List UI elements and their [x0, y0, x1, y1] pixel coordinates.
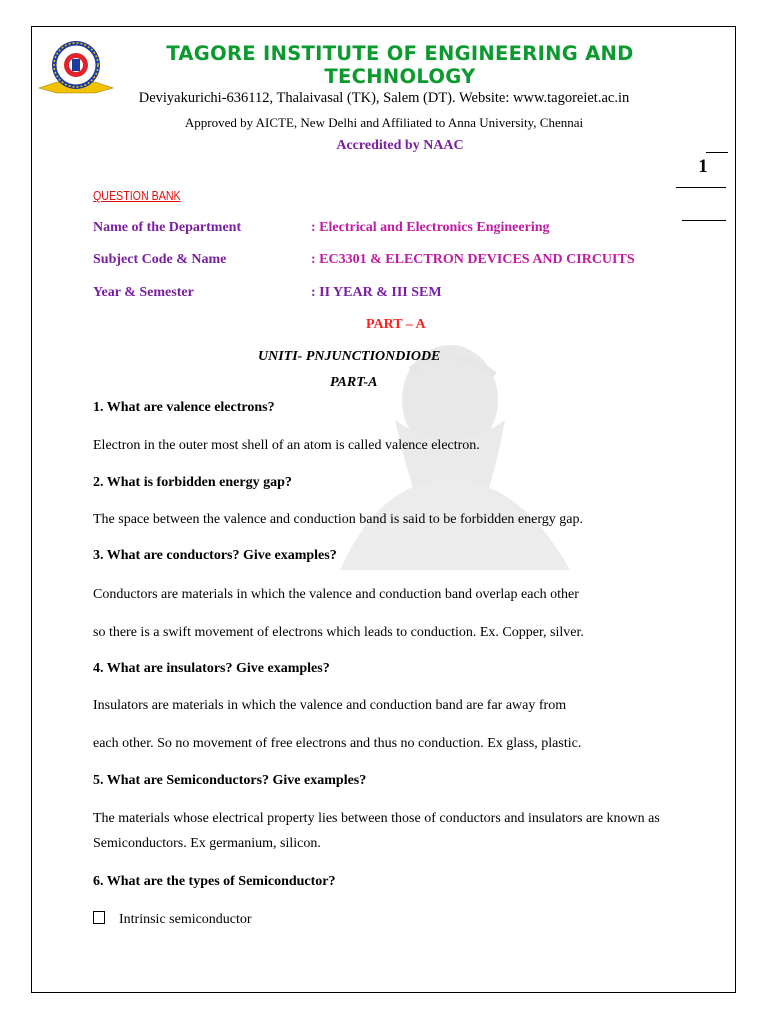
rule-middle	[676, 187, 726, 188]
rule-top	[706, 152, 728, 153]
department-label: Name of the Department	[93, 220, 242, 235]
department-value: : Electrical and Electronics Engineering	[311, 220, 550, 235]
question-4: 4. What are insulators? Give examples?	[93, 661, 330, 676]
year-value: : II YEAR & III SEM	[311, 285, 442, 300]
year-label: Year & Semester	[93, 285, 194, 300]
answer-5-text: The materials whose electrical property lies between those of conductors and insulators are known as Semiconductors. Ex germanium, silicon.	[93, 811, 660, 851]
unit-heading: UNITI- PNJUNCTIONDIODE	[258, 349, 441, 364]
bullet-item	[93, 911, 252, 928]
institute-address: Deviyakurichi-636112, Thalaivasal (TK), Salem (DT). Website: www.tagoreiet.ac.in	[138, 90, 630, 106]
part-heading: PART – A	[366, 317, 426, 332]
answer-3-line-2: so there is a swift movement of electrons which leads to conduction. Ex. Copper, silver.	[93, 625, 584, 640]
approval-note: Approved by AICTE, New Delhi and Affiliated to Anna University, Chennai	[184, 115, 584, 130]
answer-1-line-1: Electron in the outer most shell of an atom is called valence electron.	[93, 438, 480, 453]
question-2: 2. What is forbidden energy gap?	[93, 475, 292, 490]
institute-title-line2: TECHNOLOGY	[324, 65, 476, 88]
institute-title-line1: TAGORE INSTITUTE OF ENGINEERING AND	[166, 42, 634, 65]
accreditation-note: Accredited by NAAC	[336, 138, 464, 153]
answer-4-line-2: each other. So no movement of free electrons and thus no conduction. Ex glass, plastic.	[93, 736, 582, 751]
bullet-box-icon	[93, 911, 105, 924]
subject-value: : EC3301 & ELECTRON DEVICES AND CIRCUITS	[311, 252, 635, 267]
question-bank-heading: QUESTION BANK	[93, 188, 181, 203]
answer-3-line-1: Conductors are materials in which the valence and conduction band overlap each other	[93, 587, 579, 602]
answer-4-line-1: Insulators are materials in which the valence and conduction band are far away from	[93, 698, 567, 713]
institute-logo	[37, 38, 115, 96]
rule-bottom	[682, 220, 726, 221]
bullet-text: Intrinsic semiconductor	[119, 912, 252, 927]
page-number: 1	[698, 156, 708, 177]
question-5: 5. What are Semiconductors? Give examples?	[93, 773, 367, 788]
question-6: 6. What are the types of Semiconductor?	[93, 874, 336, 889]
question-1: 1. What are valence electrons?	[93, 400, 275, 415]
answer-2-line-1: The space between the valence and conduction band is said to be forbidden energy gap.	[93, 512, 583, 527]
part-subheading: PART-A	[330, 375, 378, 390]
question-3: 3. What are conductors? Give examples?	[93, 548, 337, 563]
subject-label: Subject Code & Name	[93, 252, 227, 267]
